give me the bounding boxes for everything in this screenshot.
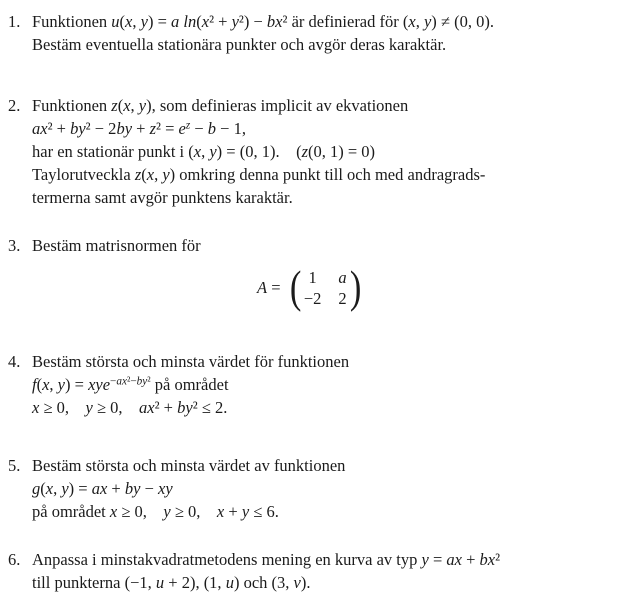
problem-content — [32, 94, 612, 209]
problem-line: $ax^2 + by^2 - 2by + z^2 = e^z - b - 1$, — [32, 119, 246, 138]
problem-number: 2. — [8, 96, 21, 115]
problem-line: g(x, y) = ax + by − xy — [32, 479, 173, 498]
problem-number: 4. — [8, 352, 21, 371]
problem-content — [32, 350, 612, 419]
problem-line: Funktionen z(x, y), som definieras implicit av ekvationen — [32, 96, 409, 115]
matrix-cell: 1 — [308, 267, 317, 287]
problem-content — [32, 548, 612, 594]
problem-3 — [8, 234, 612, 314]
problem-line: till punkterna (−1, u + 2), (1, u) och (3, v). — [32, 573, 311, 592]
problem-1 — [8, 10, 612, 56]
matrix-paren-left: ( — [289, 261, 301, 312]
problem-6 — [8, 548, 612, 594]
matrix-lhs: A = — [257, 277, 281, 297]
problem-4 — [8, 350, 612, 419]
problem-content — [32, 234, 612, 314]
matrix-cell: −2 — [303, 288, 322, 308]
problem-line: termerna samt avgör punktens karaktär. — [32, 188, 293, 207]
problem-line: Anpassa i minstakvadratmetodens mening en kurva av typ y = ax + bx² — [32, 550, 501, 569]
matrix-paren-right: ) — [349, 261, 362, 312]
problem-line: f(x, y) = xye$^{-ax^2-by^2}$ på området — [32, 375, 229, 394]
problem-line: har en stationär punkt i (x, y) = (0, 1). (z(0, 1) = 0) — [32, 142, 376, 161]
problem-line: x ≥ 0, y ≥ 0, ax² + by² ≤ 2. — [32, 398, 228, 417]
problem-line: Funktionen u(x, y) = a ln(x² + y²) − bx² är definierad för (x, y) ≠ (0, 0). — [32, 12, 494, 31]
problem-line: Taylorutveckla z(x, y) omkring denna punkt till och med andragrads- — [32, 165, 486, 184]
problem-line: på området x ≥ 0, y ≥ 0, x + y ≤ 6. — [32, 502, 279, 521]
problem-2 — [8, 94, 612, 209]
problem-line: Bestäm största och minsta värdet för funktionen — [32, 352, 350, 371]
matrix-grid — [304, 266, 347, 309]
problem-line: Bestäm eventuella stationära punkter och avgör deras karaktär. — [32, 35, 447, 54]
problem-number: 1. — [8, 12, 21, 31]
problem-number: 6. — [8, 550, 21, 569]
problem-content — [32, 454, 612, 523]
matrix-display — [32, 262, 588, 312]
problem-number: 5. — [8, 456, 21, 475]
problem-number: 3. — [8, 236, 21, 255]
problem-line: Bestäm största och minsta värdet av funktionen — [32, 456, 346, 475]
matrix-cell: a — [338, 267, 347, 287]
problem-content — [32, 10, 612, 56]
problem-line: Bestäm matrisnormen för — [32, 236, 201, 255]
matrix-cell: 2 — [338, 288, 347, 308]
problem-5 — [8, 454, 612, 523]
